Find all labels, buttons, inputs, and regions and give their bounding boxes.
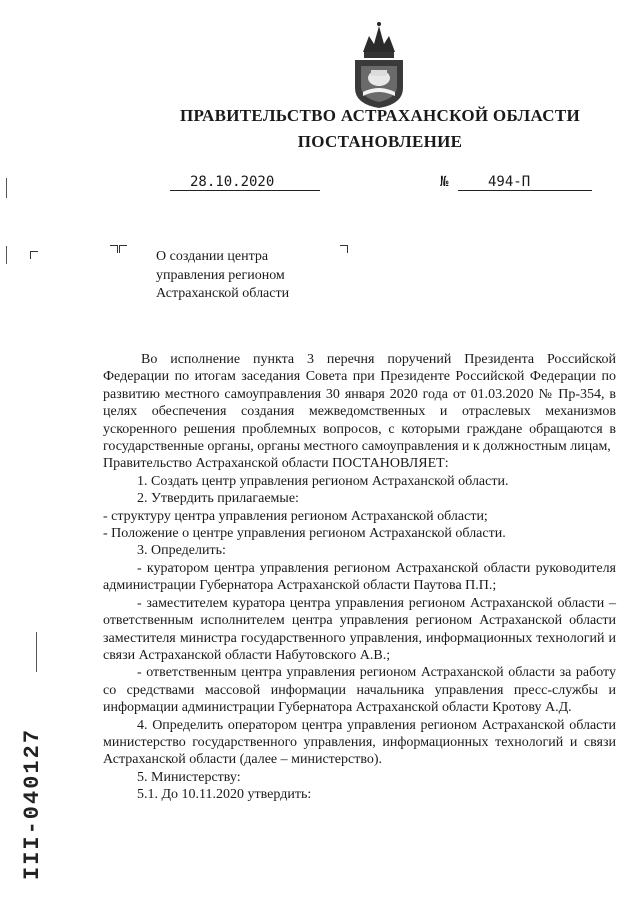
- item-paragraph: 5. Министерству:: [137, 769, 241, 785]
- corner-mark: [340, 245, 348, 253]
- item-paragraph: - структуру центра управления регионом Астраханской области;: [103, 508, 488, 524]
- document-type-title: ПОСТАНОВЛЕНИЕ: [297, 132, 463, 151]
- corner-mark: [119, 245, 127, 253]
- number-sign: №: [440, 174, 449, 190]
- item-paragraph: 2. Утвердить прилагаемые:: [137, 491, 299, 507]
- item-paragraph: 5.1. До 10.11.2020 утвердить:: [137, 787, 312, 803]
- item-paragraph: - ответственным центра управления регионом Астраханской области за работу со средствами массовой информации начальника управления пресс-службы и информации администрации Губернатора Астраханской области Кротову А.Д.: [103, 665, 616, 716]
- document-subject: [156, 248, 289, 304]
- date-underline: [170, 190, 320, 191]
- corner-mark: [30, 251, 38, 259]
- resolution-clause: Правительство Астраханской области ПОСТАНОВЛЯЕТ:: [103, 456, 449, 472]
- item-paragraph: 4. Определить оператором центра управления регионом Астраханской области министерство государственного управления, информационных технологий и связи Астраханской области (далее – министерство).: [103, 717, 616, 768]
- serial-number: III-040127: [20, 727, 45, 880]
- document-number: 494-П: [488, 174, 531, 190]
- document-date: 28.10.2020: [190, 174, 275, 190]
- coat-of-arms-emblem: [349, 18, 409, 110]
- margin-mark: [6, 178, 7, 198]
- item-paragraph: - Положение о центре управления регионом Астраханской области.: [103, 526, 506, 542]
- preamble-paragraph: Во исполнение пункта 3 перечня поручений Президента Российской Федерации по итогам заседания Совета при Президенте Российской Федерации по развитию местного самоуправления 30 января 2020 года от 01.03.2020 № Пр-354, в целях обеспечения создания межведомственных и отраслевых механизмов ускоренного решения проблемных вопросов, с которыми граждане обращаются в государственные органы, органы местного самоуправления и к должностным лицам,: [103, 352, 616, 455]
- item-paragraph: - заместителем куратора центра управления регионом Астраханской области – ответственным исполнителем центра управления регионом Астраханской области заместителя министра государственного управления, информационных технологий и связи Астраханской области Набутовского А.В.;: [103, 595, 616, 663]
- subject-line: О создании центра: [156, 249, 269, 264]
- subject-line: управления регионом: [156, 267, 285, 283]
- item-paragraph: 3. Определить:: [137, 543, 226, 559]
- margin-mark: [6, 246, 7, 264]
- item-paragraph: 1. Создать центр управления регионом Астраханской области.: [137, 473, 509, 489]
- subject-line: Астраханской области: [156, 286, 290, 301]
- number-underline: [458, 190, 592, 191]
- government-title: ПРАВИТЕЛЬСТВО АСТРАХАНСКОЙ ОБЛАСТИ: [180, 106, 580, 125]
- item-paragraph: - куратором центра управления регионом Астраханской области руководителя администрации Губернатора Астраханской области Паутова П.П.;: [103, 560, 616, 594]
- document-body: [103, 351, 616, 804]
- margin-mark: [36, 632, 37, 672]
- corner-mark: [110, 245, 118, 253]
